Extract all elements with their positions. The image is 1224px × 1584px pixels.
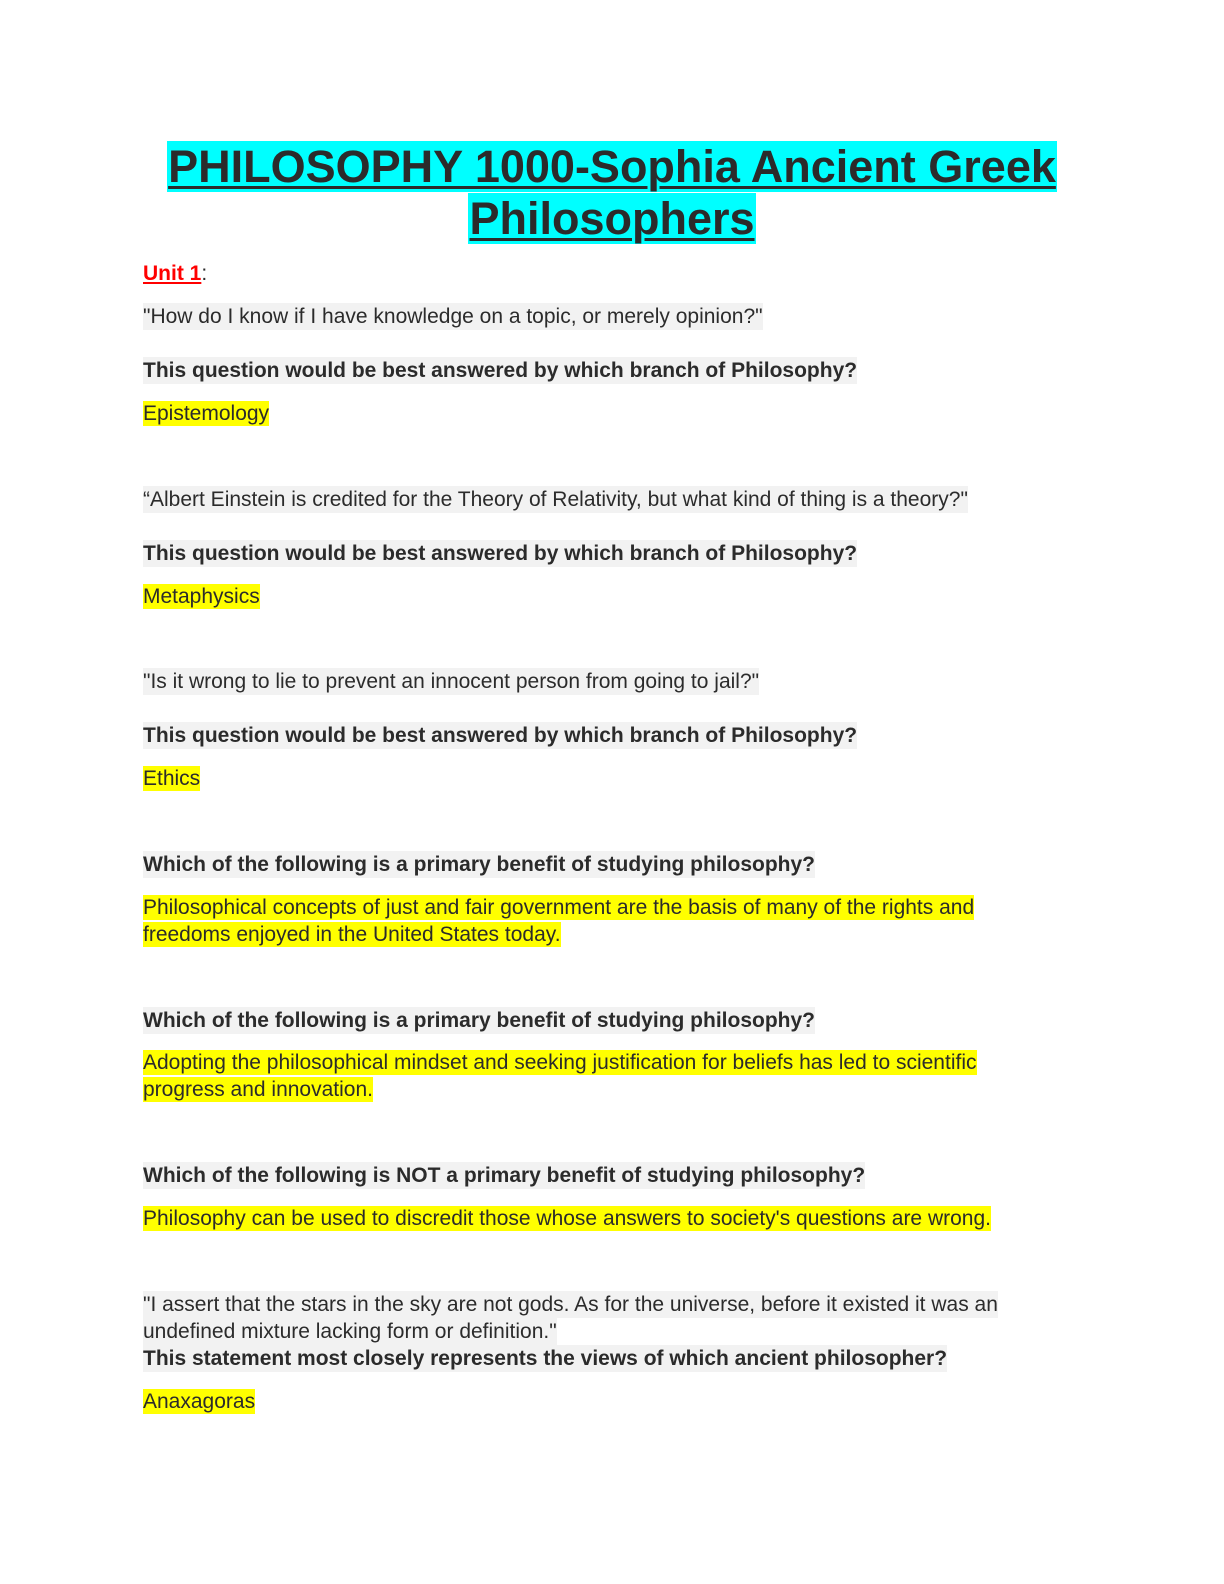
answer-3: Ethics: [143, 767, 201, 790]
answer-1: Epistemology: [143, 402, 270, 425]
statement-2: “Albert Einstein is credited for the Theory of Relativity, but what kind of thing is a theory?": [143, 488, 968, 511]
question-7: This statement most closely represents the views of which ancient philosopher?: [143, 1347, 948, 1370]
statement-3: "Is it wrong to lie to prevent an innocent person from going to jail?": [143, 670, 760, 693]
statement-7: "I assert that the stars in the sky are not gods. As for the universe, before it existed it was an undefined mixture lacking form or definition.": [143, 1293, 998, 1343]
question-4: Which of the following is a primary benefit of studying philosophy?: [143, 853, 815, 876]
question-2: This question would be best answered by which branch of Philosophy?: [143, 542, 858, 565]
title-line-2: Philosophers: [469, 193, 755, 244]
answer-6: Philosophy can be used to discredit those whose answers to society's questions are wrong.: [143, 1207, 991, 1230]
unit-heading: [143, 260, 207, 287]
question-1: This question would be best answered by which branch of Philosophy?: [143, 359, 858, 382]
question-3: This question would be best answered by which branch of Philosophy?: [143, 724, 858, 747]
answer-4: Philosophical concepts of just and fair government are the basis of many of the rights and freedoms enjoyed in the United States today.: [143, 896, 975, 946]
question-5: Which of the following is a primary benefit of studying philosophy?: [143, 1009, 815, 1032]
statement-1: "How do I know if I have knowledge on a topic, or merely opinion?": [143, 305, 763, 328]
answer-7: Anaxagoras: [143, 1390, 256, 1413]
question-6: Which of the following is NOT a primary benefit of studying philosophy?: [143, 1164, 866, 1187]
unit-label: Unit 1: [143, 262, 202, 285]
answer-5: Adopting the philosophical mindset and seeking justification for beliefs has led to scientific progress and innovation.: [143, 1051, 977, 1101]
document-title: [0, 141, 1224, 245]
title-line-1: PHILOSOPHY 1000-Sophia Ancient Greek: [168, 141, 1056, 192]
answer-2: Metaphysics: [143, 585, 260, 608]
unit-suffix: :: [201, 262, 208, 285]
